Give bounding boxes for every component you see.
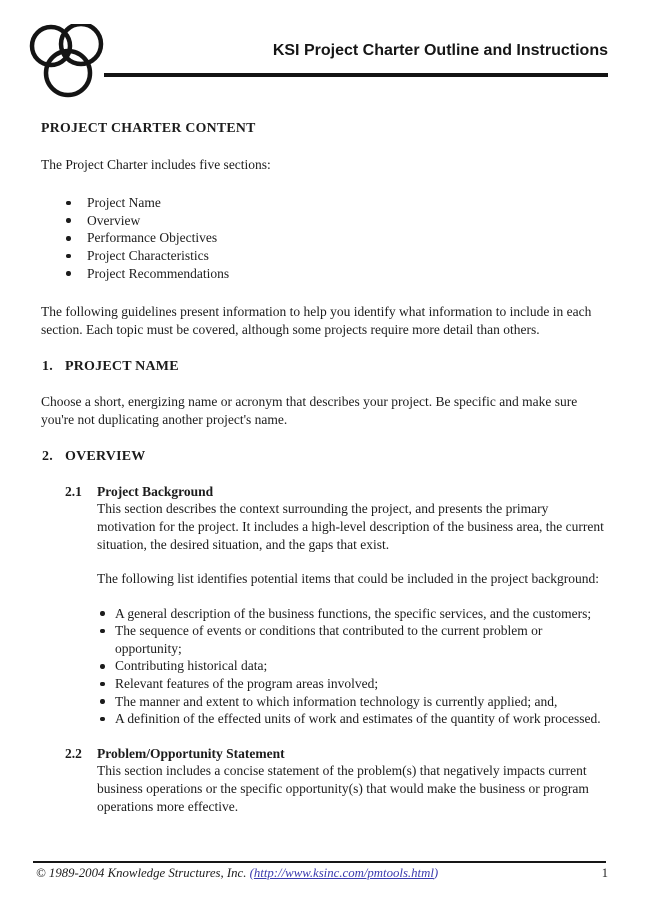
paren-close: ) — [433, 866, 439, 880]
section-title: OVERVIEW — [65, 449, 146, 465]
intro-lead-paragraph: The Project Charter includes five sections: — [41, 156, 271, 172]
list-item: Relevant features of the program areas involved; — [100, 675, 610, 693]
guidelines-paragraph: The following guidelines present information to help you identify what information to include in each section. Each topic must be covered, although some projects require more detail than others. — [41, 304, 592, 337]
project-name-paragraph: Choose a short, energizing name or acronym that describes your project. Be specific and make sure you're not duplicating another project's name. — [41, 393, 578, 427]
header-rule — [104, 73, 608, 77]
background-items-list — [97, 605, 610, 728]
pmtools-link[interactable]: http://www.ksinc.com/pmtools.html — [253, 866, 434, 880]
page-number: 1 — [601, 866, 608, 880]
section-number: 1. — [42, 359, 53, 375]
subsection-body — [97, 762, 610, 815]
background-list-intro: The following list identifies potential items that could be included in the project background: — [97, 571, 600, 587]
section-title: PROJECT NAME — [65, 359, 179, 375]
copyright-prefix: © 1989-2004 Knowledge Structures, Inc. — [36, 866, 250, 880]
footer-row — [0, 863, 654, 881]
list-item: Overview — [66, 212, 610, 230]
background-paragraph: This section describes the context surrounding the project, and presents the primary motivation for the project. It includes a high-level description of the business area, the current situation, the desired situation, and the gaps that exist. — [97, 501, 604, 552]
content-heading: PROJECT CHARTER CONTENT — [41, 120, 256, 135]
subsection-title: Problem/Opportunity Statement — [97, 745, 285, 761]
section-heading-project-name — [42, 358, 610, 376]
subsection-number: 2.2 — [65, 745, 82, 761]
subsection-heading — [65, 745, 610, 763]
subsection-project-background — [41, 483, 610, 728]
section-heading-overview — [42, 448, 610, 466]
subsection-title: Project Background — [97, 483, 214, 499]
list-item: The manner and extent to which information technology is currently applied; and, — [100, 693, 610, 711]
list-item: A general description of the business functions, the specific services, and the customers; — [100, 605, 610, 623]
list-item: Project Name — [66, 194, 610, 212]
subsection-body — [97, 500, 610, 728]
subsection-heading — [65, 483, 610, 501]
subsection-number: 2.1 — [65, 483, 82, 499]
list-item: Performance Objectives — [66, 229, 610, 247]
list-item: Project Recommendations — [66, 265, 610, 283]
subsection-problem-opportunity — [41, 745, 610, 815]
copyright-text — [36, 866, 438, 881]
charter-sections-list — [41, 194, 610, 282]
page-header — [0, 0, 654, 98]
document-title: KSI Project Charter Outline and Instructions — [272, 42, 608, 59]
paren-open: ( — [249, 866, 254, 880]
ksi-rings-logo-icon — [28, 24, 104, 98]
section-number: 2. — [42, 449, 53, 465]
document-body — [0, 98, 654, 815]
problem-statement-paragraph: This section includes a concise statement of the problem(s) that negatively impacts current business operations or the specific opportunity(s) that would make the business or program operations more effective. — [97, 763, 589, 814]
list-item: Contributing historical data; — [100, 657, 610, 675]
list-item: Project Characteristics — [66, 247, 610, 265]
header-title-block — [104, 24, 608, 77]
list-item: The sequence of events or conditions that contributed to the current problem or opportunity; — [100, 622, 610, 657]
list-item: A definition of the effected units of work and estimates of the quantity of work processed. — [100, 710, 610, 728]
page-footer — [0, 861, 654, 881]
